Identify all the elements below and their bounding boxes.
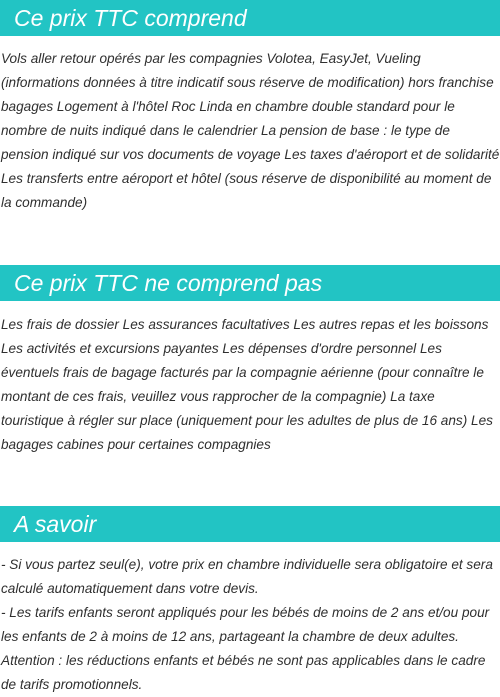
- section-title-not-included: Ce prix TTC ne comprend pas: [0, 265, 500, 301]
- good-to-know-paragraph-solo: - Si vous partez seul(e), votre prix en chambre individuelle sera obligatoire et sera calculé automatiquement dans votre devis.: [1, 557, 493, 596]
- section-body-good-to-know: [1, 553, 500, 697]
- section-title-included: Ce prix TTC comprend: [0, 0, 500, 36]
- section-title-good-to-know: A savoir: [0, 506, 500, 542]
- included-paragraph: Vols aller retour opérés par les compagnies Volotea, EasyJet, Vueling (informations données à titre indicatif sous réserve de modification) hors franchise bagages Logement à l'hôtel Roc Linda en chambre double standard pour le nombre de nuits indiqué dans le calendrier La pension de base : le type de pension indiqué sur vos documents de voyage Les taxes d'aéroport et de solidarité Les transferts entre aéroport et hôtel (sous réserve de disponibilité au moment de la commande): [1, 51, 500, 210]
- not-included-paragraph: Les frais de dossier Les assurances facultatives Les autres repas et les boissons Les activités et excursions payantes Les dépenses d'ordre personnel Les éventuels frais de bagage facturés par la compagnie aérienne (pour connaître le montant de ces frais, veuillez vous rapprocher de la compagnie) La taxe touristique à régler sur place (uniquement pour les adultes de plus de 16 ans) Les bagages cabines pour certaines compagnies: [1, 317, 493, 452]
- section-body-included: [1, 47, 500, 215]
- good-to-know-paragraph-children: - Les tarifs enfants seront appliqués pour les bébés de moins de 2 ans et/ou pour les enfants de 2 à moins de 12 ans, partageant la chambre de deux adultes. Attention : les réductions enfants et bébés ne sont pas applicables dans le cadre de tarifs promotionnels.: [1, 605, 490, 692]
- section-body-not-included: [1, 313, 500, 457]
